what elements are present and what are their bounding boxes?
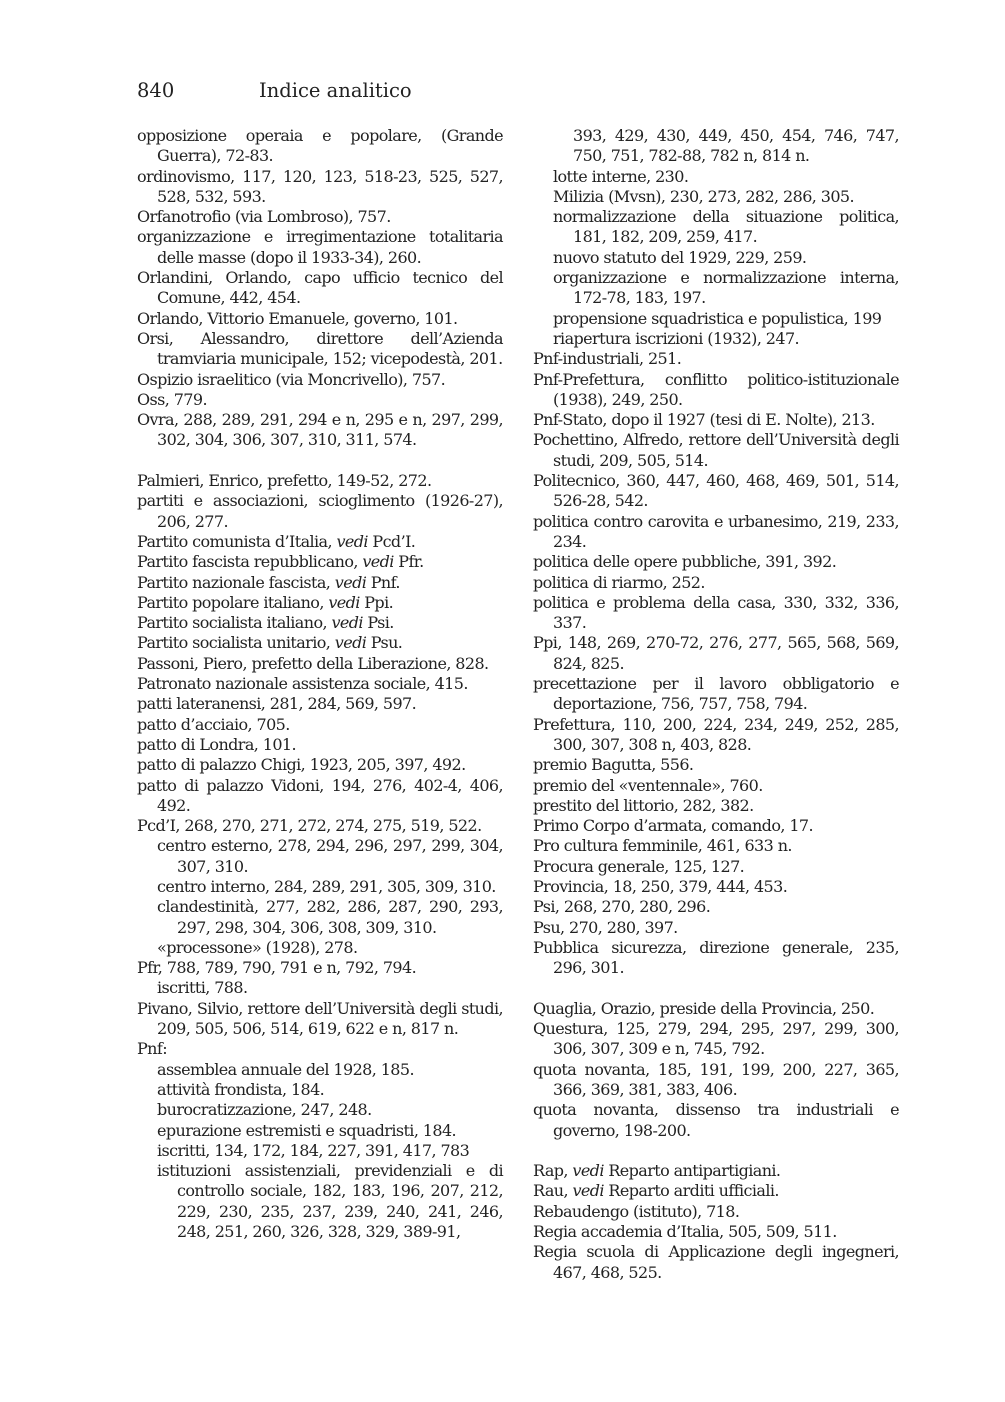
index-entry: Partito popolare italiano, vedi Ppi. — [137, 592, 394, 612]
index-subentry: nuovo statuto del 1929, 229, 259. — [553, 247, 807, 267]
index-entry: Orsi, Alessandro, direttore dell’Azienda tramviaria municipale, 152; vicepodestà, 201. — [137, 328, 503, 369]
section-gap — [533, 1141, 899, 1161]
index-entry: politica e problema della casa, 330, 332, 336, 337. — [533, 592, 899, 633]
index-entry: Orlando, Vittorio Emanuele, governo, 101. — [137, 308, 458, 328]
index-entry: Pnf: — [137, 1039, 167, 1059]
index-entry: Primo Corpo d’armata, comando, 17. — [533, 816, 813, 836]
index-entry: Partito nazionale fascista, vedi Pnf. — [137, 572, 400, 592]
index-entry: Passoni, Piero, prefetto della Liberazione, 828. — [137, 653, 489, 673]
index-entry: quota novanta, 185, 191, 199, 200, 227, 365, 366, 369, 381, 383, 406. — [533, 1059, 899, 1099]
index-subentry: organizzazione e normalizzazione interna, 172-78, 183, 197. — [553, 268, 899, 308]
index-subentry: attività frondista, 184. — [157, 1079, 325, 1099]
index-entry: Ovra, 288, 289, 291, 294 e n, 295 e n, 297, 299, 302, 304, 306, 307, 310, 311, 574. — [137, 410, 503, 450]
section-gap — [137, 451, 503, 471]
index-entry: Orfanotrofio (via Lombroso), 757. — [137, 207, 391, 227]
index-entry: Orlandini, Orlando, capo ufficio tecnico del Comune, 442, 454. — [137, 268, 503, 308]
index-subentry: riapertura iscrizioni (1932), 247. — [553, 328, 800, 348]
section-gap — [533, 978, 899, 998]
index-entry: organizzazione e irregimentazione totalitaria delle masse (dopo il 1933-34), 260. — [137, 227, 503, 267]
index-entry: quota novanta, dissenso tra industriali e governo, 198-200. — [533, 1100, 899, 1140]
index-entry: Provincia, 18, 250, 379, 444, 453. — [533, 876, 788, 896]
index-entry: premio Bagutta, 556. — [533, 755, 694, 775]
index-entry: Pnf-Stato, dopo il 1927 (tesi di E. Nolte), 213. — [533, 410, 875, 430]
index-entry: patto di palazzo Vidoni, 194, 276, 402-4, 406, 492. — [137, 775, 503, 815]
index-entry: Politecnico, 360, 447, 460, 468, 469, 501, 514, 526-28, 542. — [533, 471, 899, 511]
index-entry: Partito fascista repubblicano, vedi Pfr. — [137, 552, 424, 572]
index-entry: politica delle opere pubbliche, 391, 392. — [533, 552, 837, 572]
index-entry: 393, 429, 430, 449, 450, 454, 746, 747, 750, 751, 782-88, 782 n, 814 n. — [573, 126, 899, 166]
index-entry: patti lateranensi, 281, 284, 569, 597. — [137, 694, 417, 714]
page-title: Indice analitico — [259, 79, 412, 102]
index-subentry: epurazione estremisti e squadristi, 184. — [157, 1120, 457, 1140]
index-entry: Partito socialista unitario, vedi Psu. — [137, 633, 403, 653]
index-entry: Pnf-Prefettura, conflitto politico-istituzionale (1938), 249, 250. — [533, 369, 899, 409]
index-entry: patto d’acciaio, 705. — [137, 714, 290, 734]
index-column-left — [137, 126, 503, 1242]
index-entry: Pcd’I, 268, 270, 271, 272, 274, 275, 519, 522. — [137, 816, 482, 836]
index-subentry: «processone» (1928), 278. — [157, 937, 358, 957]
index-entry: patto di palazzo Chigi, 1923, 205, 397, 492. — [137, 755, 466, 775]
index-subentry: iscritti, 788. — [157, 978, 248, 998]
index-entry: Palmieri, Enrico, prefetto, 149-52, 272. — [137, 471, 432, 491]
index-entry: premio del «ventennale», 760. — [533, 775, 763, 795]
index-subentry: burocratizzazione, 247, 248. — [157, 1100, 372, 1120]
index-entry: precettazione per il lavoro obbligatorio e deportazione, 756, 757, 758, 794. — [533, 674, 899, 714]
index-entry: partiti e associazioni, scioglimento (1926-27), 206, 277. — [137, 491, 503, 531]
page-header — [137, 79, 412, 102]
index-entry: Pro cultura femminile, 461, 633 n. — [533, 836, 792, 856]
index-entry: Oss, 779. — [137, 389, 207, 409]
index-subentry: clandestinità, 277, 282, 286, 287, 290, 293, 297, 298, 304, 306, 308, 309, 310. — [157, 897, 503, 937]
index-subentry: normalizzazione della situazione politica, 181, 182, 209, 259, 417. — [553, 207, 899, 247]
index-entry: Quaglia, Orazio, preside della Provincia, 250. — [533, 998, 875, 1018]
index-entry: Partito comunista d’Italia, vedi Pcd’I. — [137, 531, 416, 551]
index-entry: Pivano, Silvio, rettore dell’Università degli studi, 209, 505, 506, 514, 619, 622 e n, 817 n. — [137, 998, 503, 1039]
index-entry: Pochettino, Alfredo, rettore dell’Università degli studi, 209, 505, 514. — [533, 430, 899, 470]
index-entry: Regia accademia d’Italia, 505, 509, 511. — [533, 1222, 837, 1242]
index-entry: Pubblica sicurezza, direzione generale, 235, 296, 301. — [533, 937, 899, 978]
index-subentry: istituzioni assistenziali, previdenziali e di controllo sociale, 182, 183, 196, 207, 212, 229, 230, 235, 237, 239, 240, 241, 246, 248, 251, 260, 326, 328, 329, 389-91, — [157, 1161, 503, 1242]
index-subentry: centro interno, 284, 289, 291, 305, 309, 310. — [157, 876, 496, 896]
index-entry: Pfr, 788, 789, 790, 791 e n, 792, 794. — [137, 958, 417, 978]
index-entry: patto di Londra, 101. — [137, 734, 296, 754]
index-entry: prestito del littorio, 282, 382. — [533, 795, 754, 815]
index-subentry: propensione squadristica e populistica, 199 — [553, 308, 882, 328]
index-subentry: iscritti, 134, 172, 184, 227, 391, 417, 783 — [157, 1140, 470, 1160]
index-entry: opposizione operaia e popolare, (Grande Guerra), 72-83. — [137, 126, 503, 166]
index-subentry: lotte interne, 230. — [553, 166, 689, 186]
index-subentry: centro esterno, 278, 294, 296, 297, 299, 304, 307, 310. — [157, 836, 503, 876]
index-entry: Prefettura, 110, 200, 224, 234, 249, 252, 285, 300, 307, 308 n, 403, 828. — [533, 714, 899, 754]
index-entry: Rau, vedi Reparto arditi ufficiali. — [533, 1181, 779, 1201]
index-entry: Psi, 268, 270, 280, 296. — [533, 897, 711, 917]
index-entry: Rap, vedi Reparto antipartigiani. — [533, 1161, 781, 1181]
index-subentry: assemblea annuale del 1928, 185. — [157, 1059, 414, 1079]
index-entry: Ppi, 148, 269, 270-72, 276, 277, 565, 568, 569, 824, 825. — [533, 633, 899, 673]
index-entry: Ospizio israelitico (via Moncrivello), 757. — [137, 369, 446, 389]
index-entry: Questura, 125, 279, 294, 295, 297, 299, 300, 306, 307, 309 e n, 745, 792. — [533, 1019, 899, 1059]
index-entry: politica contro carovita e urbanesimo, 219, 233, 234. — [533, 511, 899, 551]
index-entry: ordinovismo, 117, 120, 123, 518-23, 525, 527, 528, 532, 593. — [137, 166, 503, 206]
index-entry: Procura generale, 125, 127. — [533, 856, 745, 876]
index-entry: Partito socialista italiano, vedi Psi. — [137, 613, 394, 633]
index-subentry: Milizia (Mvsn), 230, 273, 282, 286, 305. — [553, 186, 854, 206]
index-column-right — [533, 126, 899, 1283]
index-entry: Psu, 270, 280, 397. — [533, 917, 678, 937]
index-entry: Pnf-industriali, 251. — [533, 349, 682, 369]
index-entry: Regia scuola di Applicazione degli ingegneri, 467, 468, 525. — [533, 1242, 899, 1282]
index-entry: politica di riarmo, 252. — [533, 572, 705, 592]
page-number: 840 — [137, 79, 175, 102]
index-entry: Rebaudengo (istituto), 718. — [533, 1201, 740, 1221]
index-entry: Patronato nazionale assistenza sociale, 415. — [137, 674, 468, 694]
